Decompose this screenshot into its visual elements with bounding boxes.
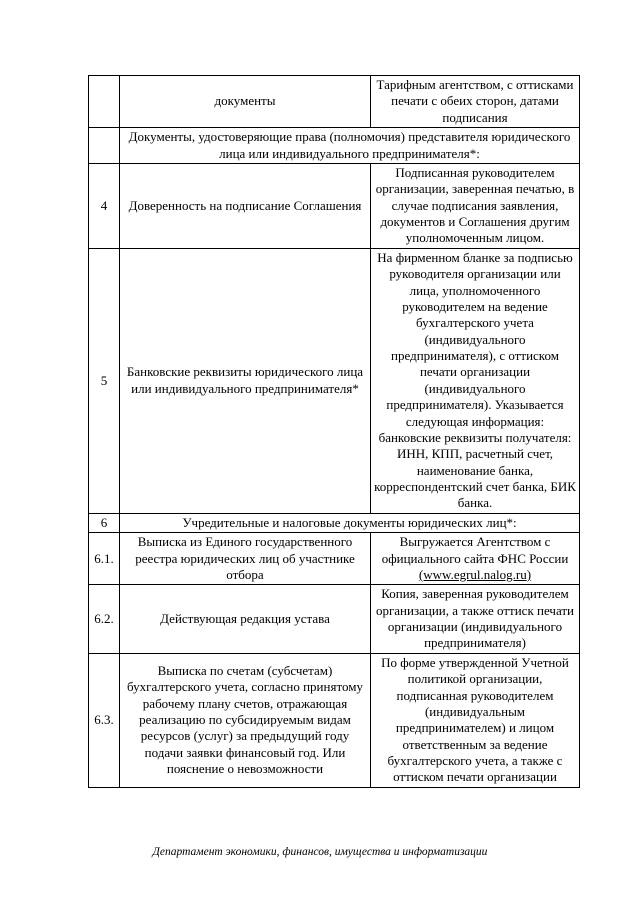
document-name-cell: Банковские реквизиты юридического лица или индивидуального предпринимателя* [120,248,371,513]
section-header-cell: Учредительные и налоговые документы юридических лиц*: [120,513,580,532]
table-row [89,513,580,532]
table-row [89,128,580,164]
row-number-cell: 6.3. [89,653,120,787]
requirement-cell [371,533,580,585]
row-number-cell [89,128,120,164]
requirement-cell: Тарифным агентством, с оттисками печати с обеих сторон, датами подписания [371,76,580,128]
table-row [89,76,580,128]
row-number-cell: 5 [89,248,120,513]
row-number-cell: 6.2. [89,585,120,654]
table-row [89,653,580,787]
requirement-cell: Подписанная руководителем организации, заверенная печатью, в случае подписания заявления, документов и Соглашения другим уполномоченным лицом. [371,163,580,248]
requirement-cell: По форме утвержденной Учетной политикой организации, подписанная руководителем (индивидуальным предпринимателем) и лицом ответственным за ведение бухгалтерского учета, а также с оттиском печати организации [371,653,580,787]
table-row [89,163,580,248]
document-name-cell: Выписка из Единого государственного реестра юридических лиц об участнике отбора [120,533,371,585]
requirement-cell: На фирменном бланке за подписью руководителя организации или лица, уполномоченного руководителем на ведение бухгалтерского учета (индивидуального предпринимателя), с оттиском печати организации (индивидуального предпринимателя). Указывается следующая информация: банковские реквизиты получателя: ИНН, КПП, расчетный счет, наименование банка, корреспондентский счет банка, БИК банка. [371,248,580,513]
egrul-url-text: (www.egrul.nalog.ru) [418,566,532,582]
row-number-cell: 6 [89,513,120,532]
table-row [89,248,580,513]
row-number-cell: 4 [89,163,120,248]
requirement-cell: Копия, заверенная руководителем организации, а также оттиск печати организации (индивидуального предпринимателя) [371,585,580,654]
row-number-cell [89,76,120,128]
requirement-text: Выгружается Агентством с официального сайта ФНС России [381,534,569,566]
section-header-cell: Документы, удостоверяющие права (полномочия) представителя юридического лица или индивидуального предпринимателя*: [120,128,580,164]
document-name-cell: Доверенность на подписание Соглашения [120,163,371,248]
page-footer: Департамент экономики, финансов, имущества и информатизации [152,846,488,858]
row-number-cell: 6.1. [89,533,120,585]
documents-requirements-table [88,75,580,788]
document-name-cell: Действующая редакция устава [120,585,371,654]
document-name-cell: Выписка по счетам (субсчетам) бухгалтерского учета, согласно принятому рабочему плану счетов, отражающая реализацию по субсидируемым видам ресурсов (услуг) за предыдущий году подачи заявки финансовый год. Или пояснение о невозможности [120,653,371,787]
table-row [89,585,580,654]
document-name-cell: документы [120,76,371,128]
table-row [89,533,580,585]
